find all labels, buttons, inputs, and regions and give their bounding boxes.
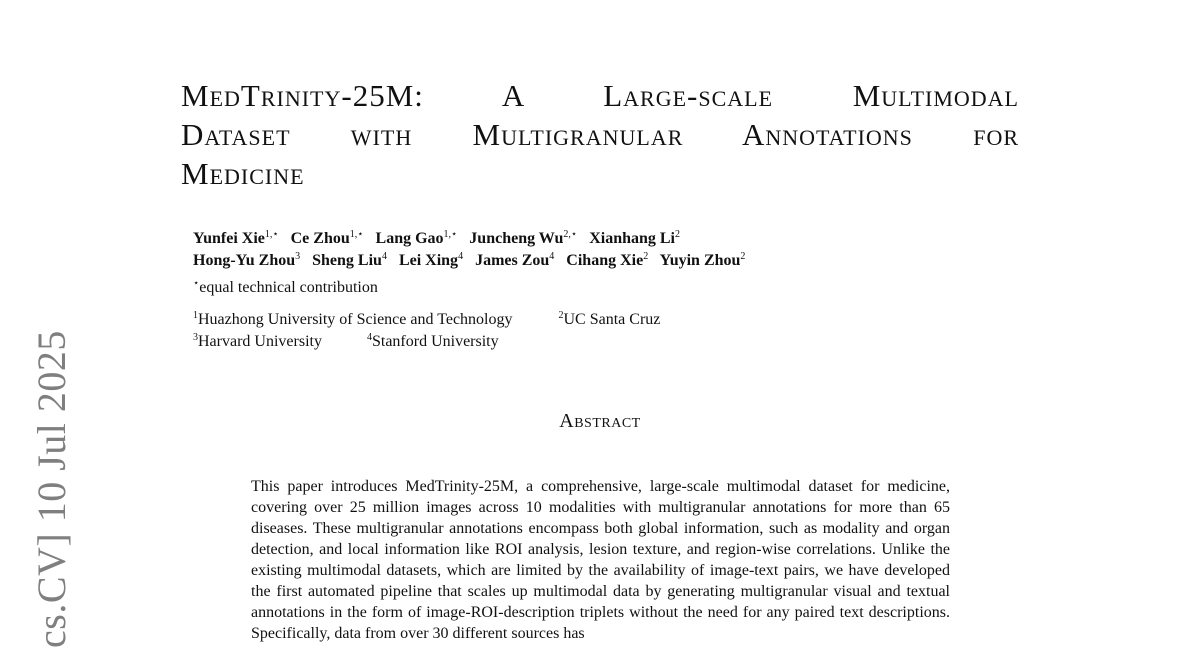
affiliation-mark: 4 [366, 332, 372, 343]
affiliation-name: Harvard University [198, 333, 322, 350]
author-name: Yunfei Xie [193, 230, 265, 247]
author-name: Sheng Liu [312, 252, 382, 269]
affiliation-list [193, 309, 660, 353]
abstract-heading: Abstract [559, 410, 641, 432]
author-affiliation-mark: 3 [295, 251, 301, 262]
author-row-1 [193, 228, 753, 250]
paper-title [181, 76, 1019, 193]
author [566, 252, 648, 269]
affiliation-row-1 [193, 309, 660, 331]
author [193, 252, 300, 269]
author-affiliation-mark: 1,⋆ [349, 229, 364, 240]
equal-contribution-note [193, 278, 378, 298]
affiliation-name: UC Santa Cruz [563, 311, 661, 328]
author-name: Cihang Xie [566, 252, 644, 269]
author-affiliation-mark: 4 [381, 251, 387, 262]
author [193, 230, 279, 247]
author-name: James Zou [475, 252, 550, 269]
author-name: Lei Xing [398, 252, 459, 269]
affiliation-name: Stanford University [371, 333, 499, 350]
author-affiliation-mark: 2 [675, 229, 680, 240]
equal-contribution-text: equal technical contribution [199, 279, 378, 296]
affiliation [193, 333, 322, 350]
affiliation-name: Huazhong University of Science and Technology [198, 311, 513, 328]
title-line-1: MedTrinity-25M: A Large-scale Multimodal [181, 78, 1019, 113]
author [312, 252, 387, 269]
title-line-3: Medicine [181, 156, 305, 191]
title-line-2: Dataset with Multigranular Annotations for [181, 117, 1019, 152]
author [399, 252, 463, 269]
author [660, 252, 746, 269]
affiliation-mark: 1 [193, 310, 198, 321]
author-name: Yuyin Zhou [659, 252, 741, 269]
affiliation [367, 333, 499, 350]
author-affiliation-mark: 4 [458, 251, 464, 262]
author [475, 252, 554, 269]
author-affiliation-mark: 2,⋆ [563, 229, 578, 240]
author-name: Hong-Yu Zhou [193, 252, 296, 269]
equal-contribution-mark: ⋆ [193, 278, 200, 289]
author-list [193, 228, 753, 272]
abstract-text: This paper introduces MedTrinity-25M, a comprehensive, large-scale multimodal dataset for medicine, covering over 25 million images across 10 modalities with multigranular annotations for more than 65 diseases. These multigranular annotations encompass both global information, such as modality and organ detection, and local information like ROI analysis, lesion texture, and region-wise correlations. Unlike the existing multimodal datasets, which are limited by the availability of image-text pairs, we have developed the first automated pipeline that scales up multimodal data by generating multigranular visual and textual annotations in the form of image-ROI-description triplets without the need for any paired text descriptions. Specifically, data from over 30 different sources has [251, 478, 950, 642]
author-affiliation-mark: 2 [740, 251, 746, 262]
arxiv-stamp: cs.CV] 10 Jul 2025 [29, 330, 74, 648]
author-name: Lang Gao [375, 230, 444, 247]
author-affiliation-mark: 4 [549, 251, 555, 262]
author [291, 230, 364, 247]
affiliation [193, 311, 513, 328]
author-name: Xianhang Li [589, 230, 675, 247]
author [469, 230, 577, 247]
affiliation-mark: 2 [558, 310, 564, 321]
author-affiliation-mark: 1,⋆ [443, 229, 458, 240]
author [589, 230, 680, 247]
author-affiliation-mark: 2 [643, 251, 649, 262]
affiliation [559, 311, 661, 328]
author-name: Ce Zhou [290, 230, 350, 247]
author-name: Juncheng Wu [469, 230, 564, 247]
author-row-2 [193, 250, 753, 272]
author [376, 230, 458, 247]
author-affiliation-mark: 1,⋆ [264, 229, 279, 240]
affiliation-row-2 [193, 331, 660, 353]
affiliation-mark: 3 [193, 332, 198, 343]
